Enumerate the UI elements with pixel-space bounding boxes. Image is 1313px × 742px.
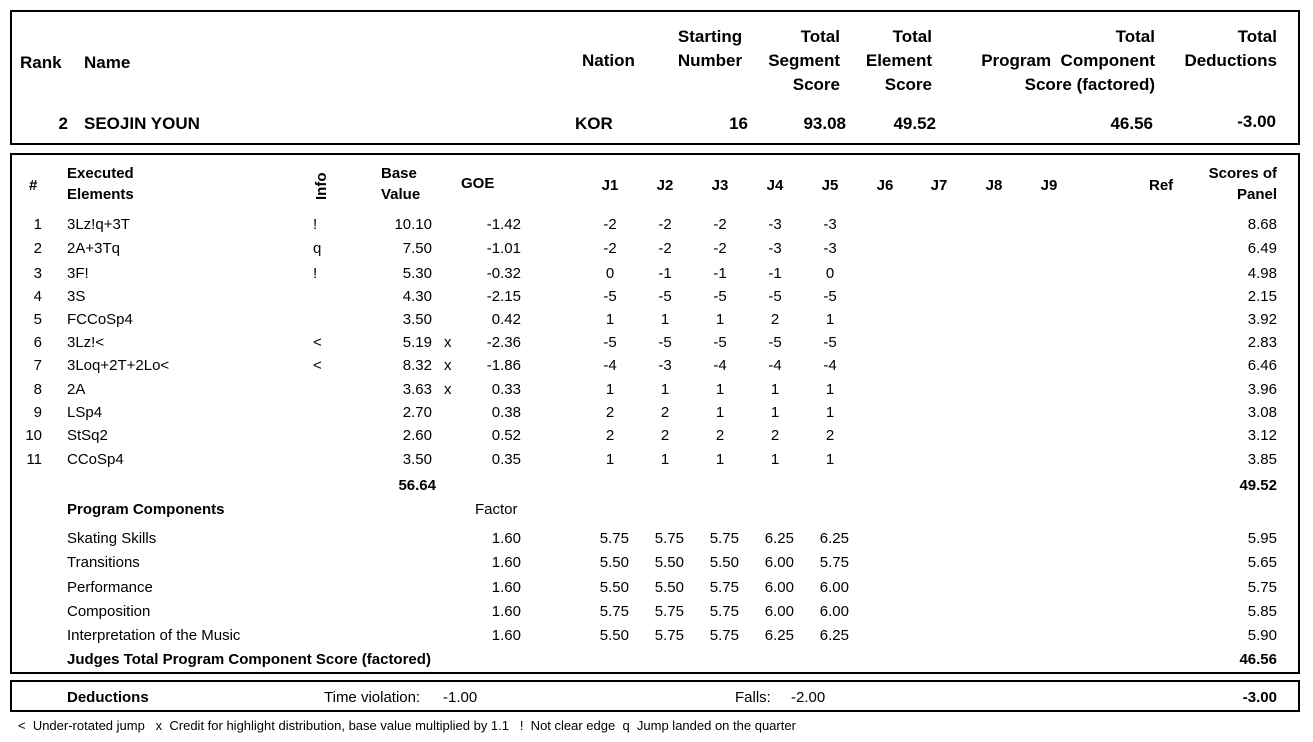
- deductions-label: Deductions: [67, 689, 149, 706]
- element-judge-score: 1: [770, 451, 780, 468]
- element-judge-score: 2: [660, 427, 670, 444]
- element-judge-score: 2: [715, 427, 725, 444]
- component-judge-score: 5.75: [654, 530, 684, 547]
- element-panel-score: 4.98: [1247, 265, 1277, 282]
- component-judge-score: 5.75: [654, 627, 684, 644]
- component-judge-score: 5.75: [709, 627, 739, 644]
- element-goe: 0.52: [491, 427, 521, 444]
- name-header: Name: [84, 53, 131, 72]
- element-base-value: 5.19: [402, 334, 432, 351]
- element-info: !: [313, 216, 318, 233]
- element-code: 3Loq+2T+2Lo<: [67, 357, 170, 374]
- component-judge-score: 6.25: [819, 530, 849, 547]
- element-judge-score: 1: [660, 381, 670, 398]
- falls-value: -2.00: [791, 689, 826, 706]
- element-code: StSq2: [67, 427, 108, 444]
- component-judge-score: 5.75: [819, 554, 849, 571]
- element-judge-score: -4: [823, 357, 837, 374]
- deductions-total: -3.00: [1242, 689, 1277, 706]
- element-number: 8: [33, 381, 42, 398]
- element-judge-score: -5: [658, 288, 672, 305]
- element-goe: -2.15: [486, 288, 521, 305]
- element-panel-score: 3.85: [1247, 451, 1277, 468]
- element-judge-score: -5: [823, 334, 837, 351]
- element-judge-score: 1: [660, 311, 670, 328]
- element-info: <: [313, 357, 322, 374]
- element-judge-score: 1: [660, 451, 670, 468]
- component-factor: 1.60: [491, 554, 521, 571]
- element-base-value: 2.70: [402, 404, 432, 421]
- component-name: Composition: [67, 603, 151, 620]
- judge-header-2: J2: [656, 177, 674, 194]
- element-goe: 0.33: [491, 381, 521, 398]
- component-panel-score: 5.90: [1247, 627, 1277, 644]
- component-factor: 1.60: [491, 530, 521, 547]
- component-judge-score: 5.75: [709, 579, 739, 596]
- component-judge-score: 5.50: [654, 554, 684, 571]
- col-scores-of-panel-header: Scores of Panel: [1208, 165, 1277, 203]
- element-code: LSp4: [67, 404, 103, 421]
- element-panel-score: 3.92: [1247, 311, 1277, 328]
- element-base-value: 5.30: [402, 265, 432, 282]
- element-number: 6: [33, 334, 42, 351]
- skater-rank: 2: [58, 114, 68, 133]
- element-judge-score: 2: [825, 427, 835, 444]
- component-judge-score: 5.75: [599, 530, 629, 547]
- total-pcs-header: Total Program Component Score (factored): [981, 27, 1155, 94]
- element-code: FCCoSp4: [67, 311, 133, 328]
- element-judge-score: 2: [770, 311, 780, 328]
- element-number: 11: [26, 451, 42, 468]
- col-executed-elements-header: Executed Elements: [67, 165, 134, 203]
- factor-header: Factor: [475, 501, 518, 518]
- component-judge-score: 6.00: [764, 579, 794, 596]
- element-number: 3: [33, 265, 42, 282]
- element-judge-score: 0: [825, 265, 835, 282]
- judges-total-pcs-label: Judges Total Program Component Score (factored): [67, 651, 431, 668]
- element-judge-score: 1: [715, 451, 725, 468]
- judge-header-5: J5: [821, 177, 839, 194]
- element-judge-score: 1: [770, 381, 780, 398]
- component-factor: 1.60: [491, 603, 521, 620]
- element-judge-score: 1: [605, 381, 615, 398]
- element-code: 3F!: [67, 265, 89, 282]
- skater-total-element-score: 49.52: [893, 114, 936, 133]
- component-judge-score: 6.00: [764, 554, 794, 571]
- element-code: 2A: [67, 381, 86, 398]
- element-info: !: [313, 265, 318, 282]
- total-segment-score-header: Total Segment Score: [768, 27, 840, 94]
- element-panel-score: 2.83: [1247, 334, 1277, 351]
- element-bonus-marker: x: [444, 381, 452, 398]
- element-panel-score: 3.08: [1247, 404, 1277, 421]
- skater-total-deductions: -3.00: [1237, 112, 1276, 131]
- element-code: 3Lz!q+3T: [67, 216, 130, 233]
- element-judge-score: -1: [768, 265, 782, 282]
- element-judge-score: -3: [768, 240, 782, 257]
- element-number: 4: [33, 288, 42, 305]
- component-name: Transitions: [67, 554, 140, 571]
- base-value-total: 56.64: [398, 477, 436, 494]
- element-judge-score: -5: [823, 288, 837, 305]
- component-judge-score: 5.50: [599, 579, 629, 596]
- element-judge-score: 1: [715, 381, 725, 398]
- deductions-box: [10, 680, 1300, 712]
- starting-number-header: Starting Number: [677, 27, 743, 70]
- element-judge-score: -5: [603, 334, 617, 351]
- element-base-value: 2.60: [402, 427, 432, 444]
- element-judge-score: -4: [768, 357, 782, 374]
- element-judge-score: -5: [603, 288, 617, 305]
- element-judge-score: -2: [658, 240, 672, 257]
- element-goe: -1.86: [486, 357, 521, 374]
- element-judge-score: -5: [768, 288, 782, 305]
- component-name: Performance: [67, 579, 153, 596]
- element-panel-score: 8.68: [1247, 216, 1277, 233]
- judges-total-pcs-value: 46.56: [1239, 651, 1277, 668]
- element-judge-score: 0: [605, 265, 615, 282]
- element-judge-score: 1: [715, 404, 725, 421]
- element-base-value: 10.10: [394, 216, 432, 233]
- element-base-value: 3.63: [402, 381, 432, 398]
- element-judge-score: -5: [768, 334, 782, 351]
- component-judge-score: 6.00: [764, 603, 794, 620]
- element-judge-score: 1: [605, 451, 615, 468]
- element-goe: -1.01: [486, 240, 521, 257]
- element-judge-score: 1: [770, 404, 780, 421]
- judge-header-8: J8: [985, 177, 1003, 194]
- element-number: 1: [33, 216, 42, 233]
- element-goe: 0.35: [491, 451, 521, 468]
- element-judge-score: 1: [825, 451, 835, 468]
- element-judge-score: -2: [713, 240, 727, 257]
- element-judge-score: -2: [603, 240, 617, 257]
- element-base-value: 3.50: [402, 311, 432, 328]
- element-judge-score: -5: [658, 334, 672, 351]
- element-judge-score: 2: [605, 404, 615, 421]
- skater-starting-number: 16: [729, 114, 748, 133]
- element-goe: -1.42: [486, 216, 521, 233]
- element-number: 5: [33, 311, 42, 328]
- element-judge-score: -2: [658, 216, 672, 233]
- component-panel-score: 5.95: [1247, 530, 1277, 547]
- component-judge-score: 6.25: [764, 530, 794, 547]
- col-goe-header: GOE: [461, 175, 495, 192]
- component-judge-score: 6.00: [819, 579, 849, 596]
- time-violation-label: Time violation:: [324, 689, 421, 706]
- element-judge-score: -3: [823, 240, 837, 257]
- skater-nation: KOR: [575, 114, 613, 133]
- element-judge-score: -2: [603, 216, 617, 233]
- component-name: Skating Skills: [67, 530, 157, 547]
- component-judge-score: 6.00: [819, 603, 849, 620]
- col-base-value-header: Base Value: [381, 165, 421, 203]
- element-judge-score: -4: [603, 357, 617, 374]
- element-base-value: 4.30: [402, 288, 432, 305]
- skater-name: SEOJIN YOUN: [84, 114, 200, 133]
- element-base-value: 3.50: [402, 451, 432, 468]
- judge-header-1: J1: [601, 177, 619, 194]
- program-components-title: Program Components: [67, 501, 225, 518]
- element-number: 9: [33, 404, 42, 421]
- element-judge-score: -5: [713, 288, 727, 305]
- element-panel-score: 3.96: [1247, 381, 1277, 398]
- judge-header-6: J6: [876, 177, 894, 194]
- col-number-header: #: [29, 177, 38, 194]
- component-name: Interpretation of the Music: [67, 627, 241, 644]
- element-judge-score: 1: [825, 404, 835, 421]
- element-judge-score: -2: [713, 216, 727, 233]
- judge-header-9: J9: [1040, 177, 1058, 194]
- element-judge-score: -1: [658, 265, 672, 282]
- element-code: 2A+3Tq: [67, 240, 120, 257]
- element-goe: -2.36: [486, 334, 521, 351]
- component-judge-score: 5.75: [654, 603, 684, 620]
- panel-elements-total: 49.52: [1239, 477, 1277, 494]
- element-judge-score: 1: [715, 311, 725, 328]
- element-panel-score: 2.15: [1247, 288, 1277, 305]
- component-judge-score: 6.25: [764, 627, 794, 644]
- component-panel-score: 5.65: [1247, 554, 1277, 571]
- element-judge-score: 2: [660, 404, 670, 421]
- element-goe: 0.38: [491, 404, 521, 421]
- total-deductions-header: Total Deductions: [1184, 27, 1277, 70]
- component-factor: 1.60: [491, 627, 521, 644]
- element-judge-score: -3: [658, 357, 672, 374]
- component-judge-score: 5.50: [654, 579, 684, 596]
- element-judge-score: -3: [768, 216, 782, 233]
- component-judge-score: 5.75: [599, 603, 629, 620]
- element-judge-score: 2: [770, 427, 780, 444]
- element-bonus-marker: x: [444, 357, 452, 374]
- component-judge-score: 5.75: [709, 530, 739, 547]
- skater-total-segment-score: 93.08: [803, 114, 846, 133]
- component-factor: 1.60: [491, 579, 521, 596]
- component-panel-score: 5.75: [1247, 579, 1277, 596]
- element-judge-score: 2: [605, 427, 615, 444]
- element-number: 2: [33, 240, 42, 257]
- element-judge-score: -4: [713, 357, 727, 374]
- judge-header-3: J3: [711, 177, 729, 194]
- time-violation-value: -1.00: [443, 689, 478, 706]
- element-judge-score: -5: [713, 334, 727, 351]
- col-info-header: Info: [313, 172, 330, 200]
- element-goe: -0.32: [486, 265, 521, 282]
- component-judge-score: 5.50: [599, 627, 629, 644]
- element-code: 3S: [67, 288, 86, 305]
- element-base-value: 7.50: [402, 240, 432, 257]
- element-base-value: 8.32: [402, 357, 432, 374]
- element-judge-score: 1: [605, 311, 615, 328]
- nation-header: Nation: [582, 51, 635, 70]
- element-panel-score: 3.12: [1247, 427, 1277, 444]
- element-judge-score: 1: [825, 381, 835, 398]
- falls-label: Falls:: [735, 689, 771, 706]
- element-code: 3Lz!<: [67, 334, 105, 351]
- component-panel-score: 5.85: [1247, 603, 1277, 620]
- rank-header: Rank: [20, 53, 62, 72]
- element-number: 10: [25, 427, 42, 444]
- component-judge-score: 5.50: [599, 554, 629, 571]
- skater-total-pcs: 46.56: [1110, 114, 1153, 133]
- element-panel-score: 6.49: [1247, 240, 1277, 257]
- element-info: <: [313, 334, 322, 351]
- element-judge-score: -1: [713, 265, 727, 282]
- element-bonus-marker: x: [444, 334, 452, 351]
- judge-header-4: J4: [766, 177, 784, 194]
- element-code: CCoSp4: [67, 451, 124, 468]
- total-element-score-header: Total Element Score: [865, 27, 932, 94]
- element-judge-score: 1: [825, 311, 835, 328]
- element-info: q: [313, 240, 322, 257]
- element-panel-score: 6.46: [1247, 357, 1277, 374]
- component-judge-score: 5.75: [709, 603, 739, 620]
- component-judge-score: 6.25: [819, 627, 849, 644]
- legend-footnote: < Under-rotated jump x Credit for highlight distribution, base value multiplied by 1.1 ! Not clear edge q Jump landed on the quarter: [18, 718, 796, 733]
- element-number: 7: [33, 357, 42, 374]
- col-ref-header: Ref: [1149, 177, 1174, 194]
- element-goe: 0.42: [491, 311, 521, 328]
- component-judge-score: 5.50: [709, 554, 739, 571]
- element-judge-score: -3: [823, 216, 837, 233]
- judge-header-7: J7: [930, 177, 948, 194]
